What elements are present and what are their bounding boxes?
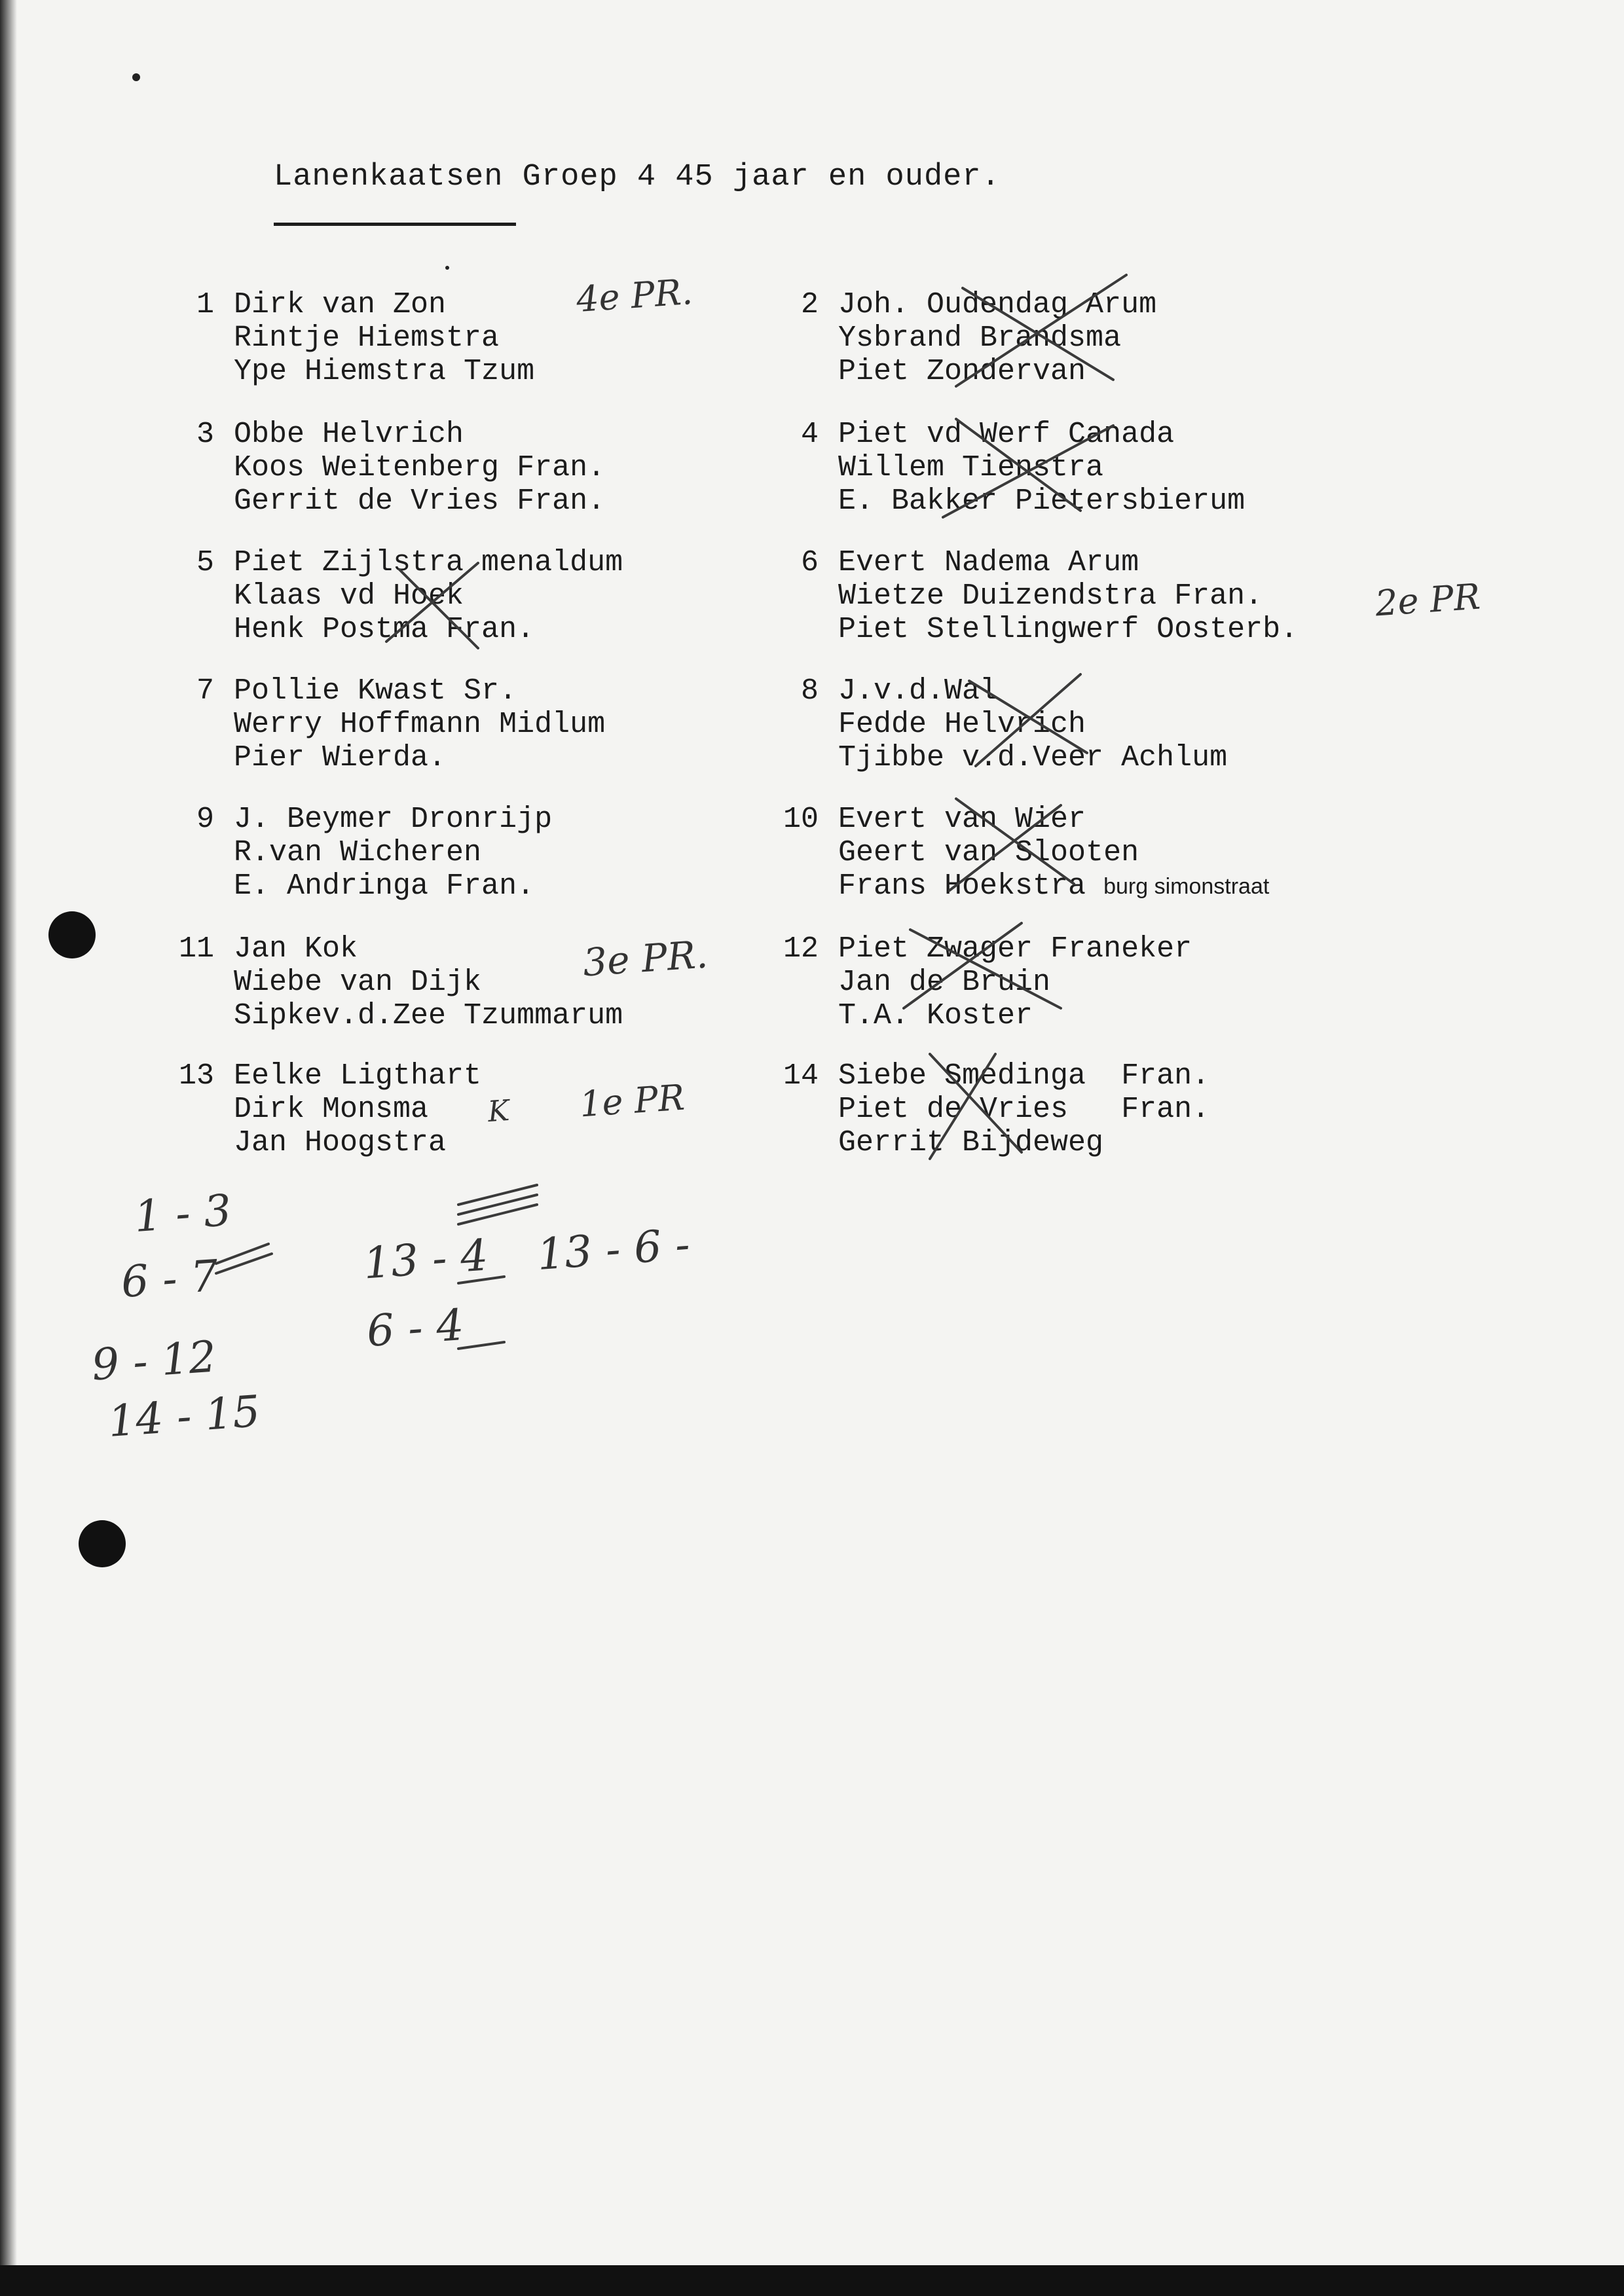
scribble-stroke <box>458 1205 537 1224</box>
player-name: Rintje Hiemstra <box>234 321 500 355</box>
prize-note: 1e PR <box>578 1076 686 1125</box>
pairing-note: 14 - 15 <box>106 1385 262 1448</box>
group-number: 11 <box>178 932 214 966</box>
player-name: Klaas vd Hoek <box>234 579 464 613</box>
group-number: 6 <box>800 546 819 579</box>
player-name: Wietze Duizendstra Fran. <box>838 579 1263 613</box>
player-name: Obbe Helvrich <box>234 418 464 451</box>
player-name: Pier Wierda. <box>234 741 447 774</box>
cross-out-stroke <box>399 570 478 648</box>
player-name: E. Andringa Fran. <box>234 869 535 903</box>
player-name: Piet Zijlstra menaldum <box>234 546 623 579</box>
cross-out-stroke <box>910 930 1061 1008</box>
player-name: R.van Wicheren <box>234 836 482 869</box>
player-name: Ype Hiemstra Tzum <box>234 355 535 388</box>
player-name: Dirk van Zon <box>234 288 447 321</box>
group-number: 13 <box>178 1059 214 1093</box>
player-name: Evert van Wier <box>838 803 1086 836</box>
scribble-stroke <box>458 1185 537 1205</box>
group-number: 4 <box>800 418 819 451</box>
player-name: Piet de Vries Fran. <box>838 1093 1210 1126</box>
player-name: E. Bakker Pietersbierum <box>838 484 1246 518</box>
scribble-stroke <box>216 1244 268 1264</box>
player-name: J. Beymer Dronrijp <box>234 803 553 836</box>
group-number: 1 <box>196 288 214 321</box>
punch-hole <box>79 1520 126 1567</box>
group-number: 8 <box>800 674 819 708</box>
group-number: 7 <box>196 674 214 708</box>
player-name: Sipkev.d.Zee Tzummarum <box>234 999 623 1032</box>
punch-hole <box>48 911 96 958</box>
player-name: Piet Zondervan <box>838 355 1086 388</box>
scribble-stroke <box>458 1277 504 1283</box>
pairing-note: 13 - 6 - <box>535 1218 692 1281</box>
cross-out-stroke <box>956 275 1126 386</box>
pairing-note: 13 - 4 <box>361 1230 490 1289</box>
player-name: Geert van Slooten <box>838 836 1139 869</box>
player-name: Koos Weitenberg Fran. <box>234 451 606 484</box>
pairing-note: 6 - 4 <box>365 1299 466 1357</box>
pairing-note: 9 - 12 <box>90 1331 218 1391</box>
player-name: Piet vd Werf Canada <box>838 418 1175 451</box>
group-number: 14 <box>783 1059 819 1093</box>
player-name: Ysbrand Brandsma <box>838 321 1122 355</box>
group-number: 12 <box>783 932 819 966</box>
player-name: Piet Zwager Franeker <box>838 932 1192 966</box>
page-title: Lanenkaatsen Groep 4 45 jaar en ouder. <box>274 160 1001 194</box>
group-number: 10 <box>783 803 819 836</box>
player-name: Fedde Helvrich <box>838 708 1086 741</box>
cross-out-stroke <box>943 426 1113 517</box>
player-name: Piet Stellingwerf Oosterb. <box>838 613 1299 646</box>
player-name: Henk Postma Fran. <box>234 613 535 646</box>
scribble-stroke <box>458 1342 504 1349</box>
player-name: Wiebe van Dijk <box>234 966 482 999</box>
player-name: Jan Hoogstra <box>234 1126 447 1159</box>
cross-out-stroke <box>976 674 1080 766</box>
group-number: 5 <box>196 546 214 579</box>
player-name: Jan Kok <box>234 932 358 966</box>
player-name: Dirk Monsma <box>234 1093 429 1126</box>
player-name: Werry Hoffmann Midlum <box>234 708 606 741</box>
cross-out-stroke <box>969 681 1087 753</box>
player-name: Pollie Kwast Sr. <box>234 674 517 708</box>
player-name: T.A. Koster <box>838 999 1033 1032</box>
prize-note: 3e PR. <box>581 932 709 985</box>
player-name: Gerrit Bijdeweg <box>838 1126 1104 1159</box>
player-name: Eelke Ligthart <box>234 1059 482 1093</box>
player-name: Siebe Smedinga Fran. <box>838 1059 1210 1093</box>
player-name: J.v.d.Wal <box>838 674 998 708</box>
group-number: 9 <box>196 803 214 836</box>
group-number: 3 <box>196 418 214 451</box>
scribble-stroke <box>216 1254 272 1273</box>
cross-out-stroke <box>956 419 1080 511</box>
cross-out-stroke <box>930 1054 995 1159</box>
player-name: Willem Tienstra <box>838 451 1104 484</box>
player-name: Gerrit de Vries Fran. <box>234 484 606 518</box>
group-number: 2 <box>800 288 819 321</box>
prize-note: 2e PR <box>1373 575 1482 625</box>
handwritten-mark: K <box>487 1093 511 1129</box>
pairing-note: 6 - 7 <box>119 1250 220 1308</box>
pairing-note: 1 - 3 <box>132 1184 233 1243</box>
player-name: Jan de Bruin <box>838 966 1051 999</box>
player-name: Evert Nadema Arum <box>838 546 1139 579</box>
player-name: Joh. Oudendag Arum <box>838 288 1157 321</box>
cross-out-stroke <box>950 805 1061 890</box>
player-name-text: Frans Hoekstra <box>838 869 1086 903</box>
prize-note: 4e PR. <box>575 270 694 321</box>
player-name: Tjibbe v.d.Veer Achlum <box>838 741 1228 774</box>
scribble-stroke <box>458 1195 537 1214</box>
address-note: burg simonstraat <box>1103 874 1270 899</box>
